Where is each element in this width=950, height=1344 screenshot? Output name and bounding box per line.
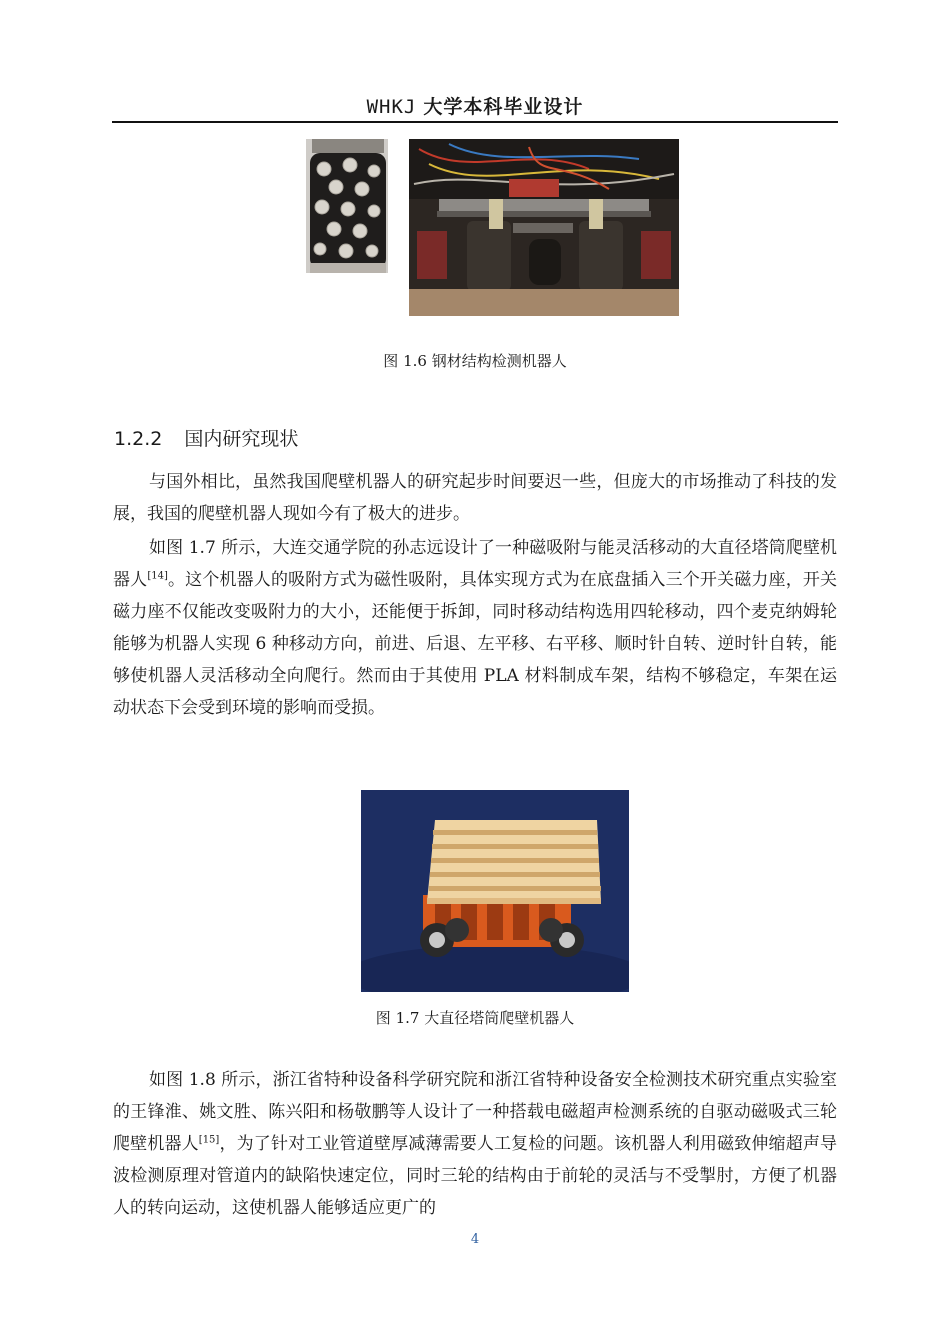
paragraph-2 (113, 532, 837, 724)
magnetic-wheel-image (306, 139, 388, 273)
paragraph-3-text-b: ，为了针对工业管道壁厚减薄需要人工复检的问题。该机器人利用磁致伸缩超声导波检测原理对管道内的缺陷快速定位，同时三轮的结构由于前轮的灵活与不受掣肘，方便了机器人的转向运动，这使机器人能够适应更广的 (113, 1134, 838, 1218)
header-latin: WHKJ (366, 96, 417, 118)
paragraph-3 (113, 1064, 837, 1224)
steel-inspection-robot-image (409, 139, 679, 316)
figure-1-6-robot-photo (409, 139, 679, 316)
citation-14: [14] (147, 570, 168, 582)
section-heading (114, 424, 298, 451)
citation-15: [15] (198, 1134, 220, 1146)
figure-1-6-wheel-photo (306, 139, 388, 273)
paragraph-3-text-a: 如图 1.8 所示，浙江省特种设备科学研究院和浙江省特种设备安全检测技术研究重点实验室的王锋淮、姚文胜、陈兴阳和杨敬鹏等人设计了一种搭载电磁超声检测系统的自驱动磁吸式三轮爬壁机器人 (113, 1070, 837, 1154)
paragraph-1: 与国外相比，虽然我国爬壁机器人的研究起步时间要迟一些，但庞大的市场推动了科技的发展，我国的爬壁机器人现如今有了极大的进步。 (113, 472, 837, 524)
header-rule (112, 121, 838, 123)
section-title: 国内研究现状 (184, 428, 299, 450)
tower-climbing-robot-image (361, 790, 629, 992)
page-number: 4 (470, 1232, 480, 1247)
paragraph-2-text-a: 如图 1.7 所示，大连交通学院的孙志远设计了一种磁吸附与能灵活移动的大直径塔筒爬壁机器人 (113, 538, 837, 590)
section-number: 1.2.2 (114, 428, 163, 450)
figure-1-7-caption: 图 1.7 大直径塔筒爬壁机器人 (375, 1009, 575, 1027)
header-title: 大学本科毕业设计 (423, 96, 584, 118)
page-header (112, 92, 838, 119)
figure-1-7-photo (361, 790, 629, 992)
paragraph-2-text-b: 。这个机器人的吸附方式为磁性吸附，具体实现方式为在底盘插入三个开关磁力座，开关磁力座不仅能改变吸附力的大小，还能便于拆卸，同时移动结构选用四轮移动，四个麦克纳姆轮能够为机器人实现 6 种移动方向，前进、后退、左平移、右平移、顺时针自转、逆时针自转，能够使机器人灵活移动全向爬行。然而由于其使用 PLA 材料制成车架，结构不够稳定，车架在运动状态下会受到环境的影响而受损。 (113, 570, 838, 718)
figure-1-6-caption: 图 1.6 钢材结构检测机器人 (383, 352, 567, 370)
